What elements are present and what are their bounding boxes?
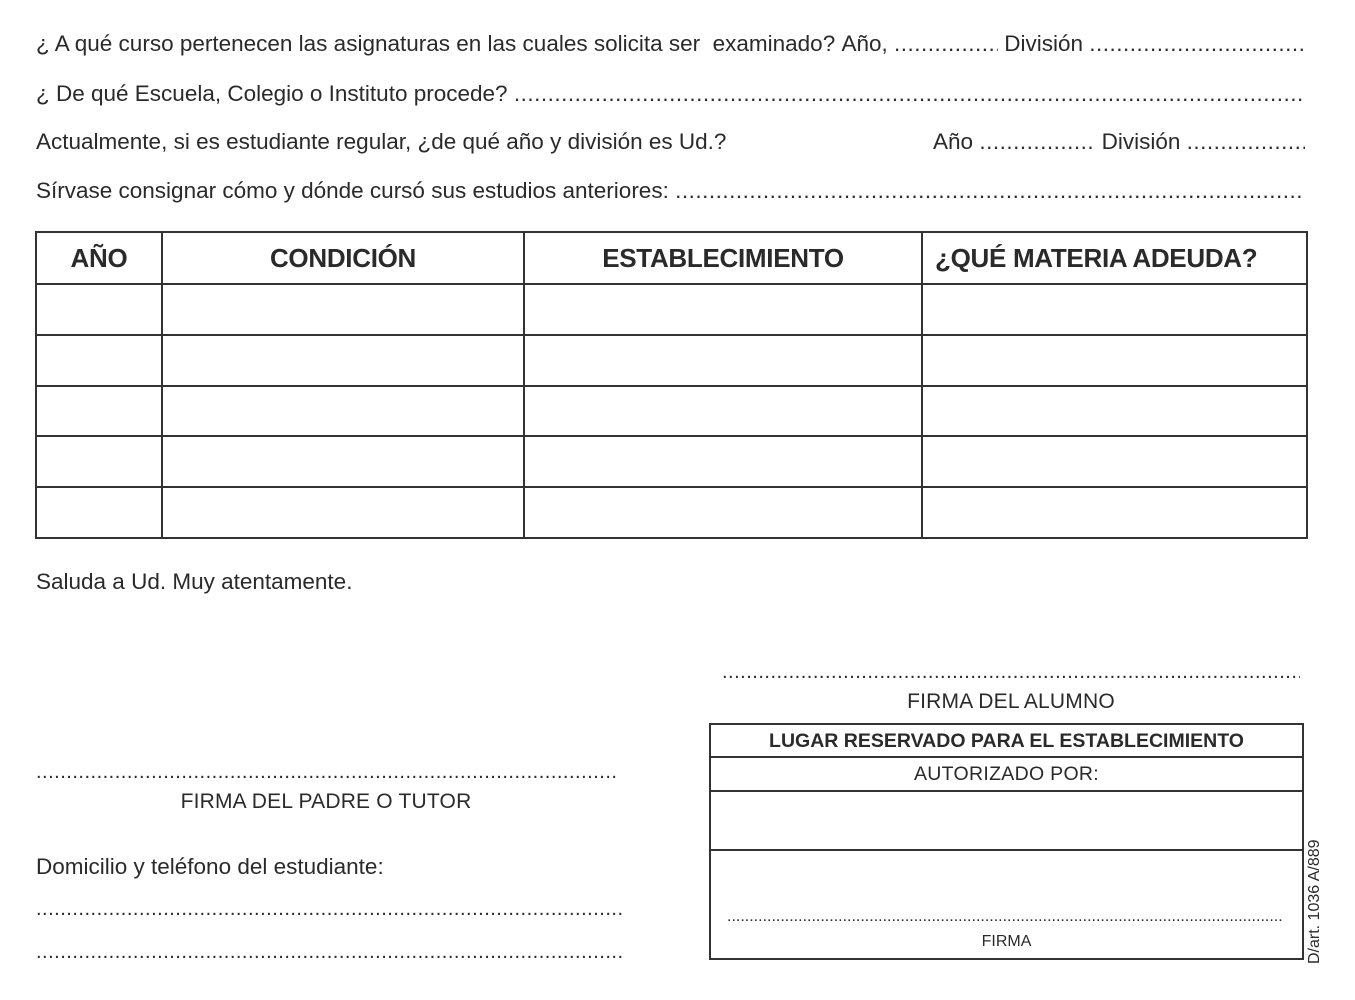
previous-studies-field[interactable] [675, 177, 1305, 205]
question-previous-studies [36, 177, 1305, 205]
course-year-field[interactable] [894, 30, 998, 58]
parent-signature-line[interactable] [36, 764, 616, 784]
header-owed-subject: ¿QUÉ MATERIA ADEUDA? [922, 232, 1307, 284]
table-cell[interactable] [162, 284, 524, 335]
table-row [36, 335, 1307, 386]
header-year: AÑO [36, 232, 162, 284]
reserved-box [709, 723, 1304, 960]
current-year-field[interactable] [979, 128, 1095, 156]
authorized-by-label: AUTORIZADO POR: [711, 758, 1302, 792]
header-establishment: ESTABLECIMIENTO [524, 232, 922, 284]
question-current-year-text: Actualmente, si es estudiante regular, ¿de qué año y división es Ud.? [36, 129, 727, 154]
table-cell[interactable] [922, 386, 1307, 437]
table-cell[interactable] [162, 335, 524, 386]
table-cell[interactable] [162, 436, 524, 487]
address-line-2[interactable] [36, 944, 624, 964]
table-cell[interactable] [922, 335, 1307, 386]
question-previous-studies-text: Sírvase consignar cómo y dónde cursó sus estudios anteriores: [36, 178, 669, 203]
current-division-field[interactable] [1187, 128, 1305, 156]
establishment-signature-line[interactable] [727, 911, 1284, 925]
table-cell[interactable] [524, 487, 922, 538]
question-course-row [36, 30, 1306, 58]
question-school-text: ¿ De qué Escuela, Colegio o Instituto procede? [36, 81, 508, 106]
table-cell[interactable] [162, 386, 524, 437]
table-cell[interactable] [524, 284, 922, 335]
school-answer-field[interactable] [514, 80, 1305, 108]
current-division-label: División [1101, 129, 1181, 154]
table-cell[interactable] [36, 335, 162, 386]
current-year-label: Año [933, 129, 974, 154]
course-division-label: División [998, 31, 1090, 56]
header-condition: CONDICIÓN [162, 232, 524, 284]
question-school [36, 80, 1305, 108]
establishment-signature-area[interactable] [711, 851, 1302, 956]
establishment-signature-label: FIRMA [981, 933, 1032, 950]
reserved-box-title: LUGAR RESERVADO PARA EL ESTABLECIMIENTO [711, 725, 1302, 758]
table-cell[interactable] [524, 335, 922, 386]
table-cell[interactable] [922, 436, 1307, 487]
question-course-text: ¿ A qué curso pertenecen las asignaturas en las cuales solicita ser examinado? [36, 31, 842, 56]
table-cell[interactable] [922, 284, 1307, 335]
table-cell[interactable] [36, 487, 162, 538]
address-line-1[interactable] [36, 901, 624, 921]
table-cell[interactable] [162, 487, 524, 538]
authorized-by-field[interactable] [711, 792, 1302, 851]
closing-text: Saluda a Ud. Muy atentamente. [36, 569, 353, 594]
table-cell[interactable] [36, 386, 162, 437]
table-row [36, 436, 1307, 487]
course-year-label: Año, [841, 31, 895, 56]
table-cell[interactable] [36, 284, 162, 335]
student-signature-label: FIRMA DEL ALUMNO [907, 690, 1115, 713]
table-row [36, 487, 1307, 538]
table-cell[interactable] [36, 436, 162, 487]
address-label: Domicilio y teléfono del estudiante: [36, 854, 384, 879]
current-year-fields [933, 128, 1305, 156]
table-cell[interactable] [524, 386, 922, 437]
student-signature-line[interactable] [722, 664, 1300, 684]
table-row [36, 284, 1307, 335]
course-division-field[interactable] [1089, 30, 1306, 58]
parent-signature-label: FIRMA DEL PADRE O TUTOR [180, 790, 472, 813]
form-code: D/art. 1036 A/889 [1306, 839, 1323, 964]
table-row [36, 386, 1307, 437]
table-cell[interactable] [524, 436, 922, 487]
studies-table [35, 231, 1308, 539]
table-cell[interactable] [922, 487, 1307, 538]
table-header-row [36, 232, 1307, 284]
